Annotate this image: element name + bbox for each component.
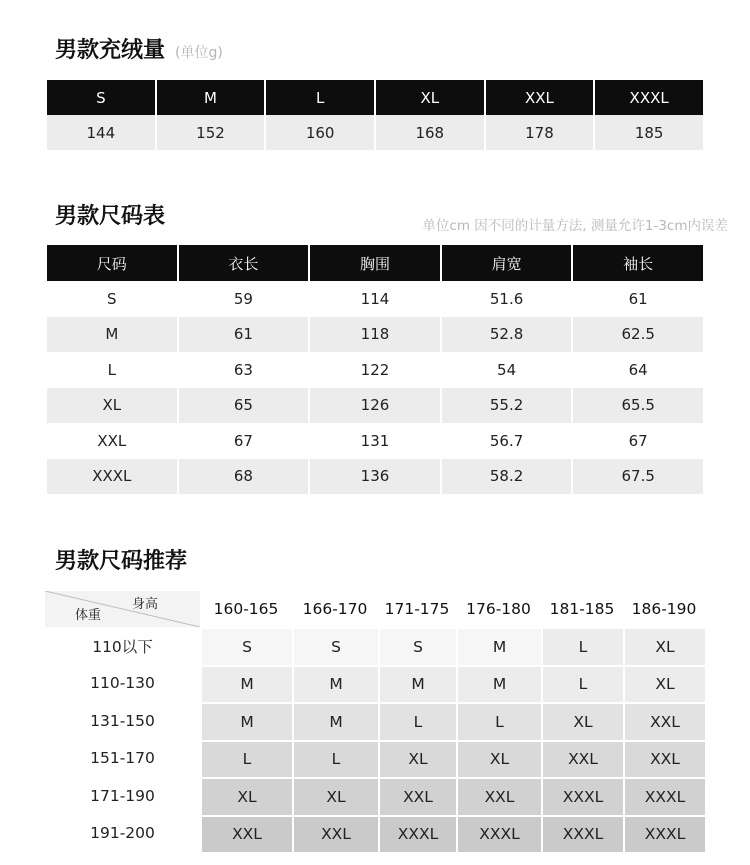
table-cell: XL	[47, 388, 177, 424]
size-cell: L	[541, 627, 623, 665]
column-header-cell: 衣长	[179, 245, 309, 281]
fill-value-cell: 178	[486, 115, 594, 150]
size-cell: XXXL	[623, 815, 705, 853]
table-cell: 61	[628, 289, 648, 308]
fill-value-cell: 152	[157, 115, 265, 150]
height-header-cell: 160-165	[213, 600, 279, 618]
table-row	[45, 702, 705, 740]
table-row	[45, 815, 705, 853]
size-recommendation-title: 男款尺码推荐	[55, 549, 188, 574]
table-row	[47, 281, 703, 317]
size-cell: XL	[623, 627, 705, 665]
down-fill-unit: (单位g)	[175, 45, 223, 61]
table-cell: 67.5	[573, 459, 703, 495]
size-cell: XL	[623, 665, 705, 703]
height-header-cell: 171-175	[384, 600, 450, 618]
size-cell: XL	[292, 777, 378, 815]
size-cell: XL	[200, 777, 292, 815]
size-cell: XXL	[623, 702, 705, 740]
table-cell: 131	[360, 431, 390, 450]
down-fill-title	[55, 40, 223, 62]
table-row	[47, 423, 703, 459]
size-cell: L	[292, 740, 378, 778]
column-header-cell: 胸围	[310, 245, 440, 281]
size-header-cell: M	[157, 80, 265, 115]
size-header-cell: S	[47, 80, 155, 115]
table-cell: 56.7	[489, 431, 524, 450]
size-header-cell: L	[266, 80, 374, 115]
table-row	[45, 665, 705, 703]
column-header-cell: 袖长	[573, 245, 703, 281]
table-row	[47, 388, 703, 424]
size-cell: M	[456, 627, 541, 665]
size-cell: L	[200, 740, 292, 778]
size-cell: XXL	[292, 815, 378, 853]
size-cell: M	[200, 702, 292, 740]
size-cell: M	[378, 665, 456, 703]
height-header-cell: 166-170	[302, 600, 368, 618]
table-cell: 54	[497, 360, 517, 379]
weight-cell: 171-190	[45, 777, 200, 815]
table-cell: 136	[310, 459, 440, 495]
diagonal-divider	[45, 591, 200, 627]
table-cell: XXXL	[47, 459, 177, 495]
size-chart-title: 男款尺码表	[55, 204, 166, 229]
size-cell: M	[200, 665, 292, 703]
table-cell: 68	[179, 459, 309, 495]
size-cell: XXXL	[623, 777, 705, 815]
size-cell: M	[292, 702, 378, 740]
size-cell: M	[292, 665, 378, 703]
table-cell: 55.2	[442, 388, 572, 424]
size-recommendation-table	[45, 591, 705, 852]
table-cell: 51.6	[489, 289, 524, 308]
down-fill-title-text: 男款充绒量	[55, 38, 166, 63]
table-row	[45, 777, 705, 815]
size-cell: XXL	[456, 777, 541, 815]
size-cell: XXXL	[378, 815, 456, 853]
weight-cell: 110以下	[45, 627, 200, 665]
size-cell: XL	[541, 702, 623, 740]
down-fill-table	[45, 80, 705, 150]
table-cell: 65	[179, 388, 309, 424]
height-header-cell: 186-190	[631, 600, 697, 618]
table-cell: 118	[310, 317, 440, 353]
size-header-cell: XXL	[486, 80, 594, 115]
table-cell: 59	[233, 289, 253, 308]
size-cell: L	[378, 702, 456, 740]
size-cell: XXL	[541, 740, 623, 778]
size-header-cell: XL	[376, 80, 484, 115]
column-header-cell: 肩宽	[442, 245, 572, 281]
corner-header-cell	[45, 591, 200, 627]
table-cell: XXL	[97, 431, 127, 450]
table-row	[47, 352, 703, 388]
size-cell: S	[292, 627, 378, 665]
table-cell: 67	[233, 431, 253, 450]
measurement-note: 单位cm 因不同的计量方法, 测量允许1-3cm内误差	[422, 218, 728, 234]
table-cell: L	[107, 360, 116, 379]
table-cell: S	[107, 289, 117, 308]
weight-cell: 191-200	[45, 815, 200, 853]
size-header-cell: XXXL	[595, 80, 703, 115]
fill-value-cell: 168	[376, 115, 484, 150]
table-row	[47, 317, 703, 353]
down-fill-value-row	[47, 115, 703, 150]
size-cell: M	[456, 665, 541, 703]
size-cell: XXL	[200, 815, 292, 853]
table-cell: M	[47, 317, 177, 353]
table-cell: 65.5	[573, 388, 703, 424]
height-header-cell: 181-185	[549, 600, 615, 618]
table-cell: 58.2	[442, 459, 572, 495]
table-cell: 114	[360, 289, 390, 308]
table-row	[45, 627, 705, 665]
height-axis-label: 身高	[131, 597, 158, 612]
size-cell: S	[378, 627, 456, 665]
table-cell: 52.8	[442, 317, 572, 353]
table-cell: 126	[310, 388, 440, 424]
size-cell: XL	[456, 740, 541, 778]
table-cell: 67	[628, 431, 648, 450]
size-cell: XXXL	[541, 815, 623, 853]
weight-cell: 151-170	[45, 740, 200, 778]
column-header-cell: 尺码	[47, 245, 177, 281]
fill-value-cell: 160	[266, 115, 374, 150]
size-cell: XL	[378, 740, 456, 778]
size-cell: S	[200, 627, 292, 665]
table-row	[47, 459, 703, 495]
size-cell: XXXL	[456, 815, 541, 853]
size-cell: L	[541, 665, 623, 703]
fill-value-cell: 185	[595, 115, 703, 150]
table-cell: 62.5	[573, 317, 703, 353]
weight-cell: 131-150	[45, 702, 200, 740]
height-header-cell: 176-180	[466, 600, 531, 618]
weight-axis-label: 体重	[75, 608, 102, 623]
size-chart-table	[45, 245, 705, 494]
fill-value-cell: 144	[47, 115, 155, 150]
size-cell: XXL	[623, 740, 705, 778]
size-cell: L	[456, 702, 541, 740]
table-row	[45, 740, 705, 778]
table-cell: 61	[179, 317, 309, 353]
table-cell: 63	[233, 360, 253, 379]
size-chart-header-row	[47, 245, 703, 281]
size-cell: XXL	[378, 777, 456, 815]
height-header-row	[45, 591, 705, 627]
table-cell: 122	[360, 360, 390, 379]
weight-cell: 110-130	[45, 665, 200, 703]
size-cell: XXXL	[541, 777, 623, 815]
table-cell: 64	[628, 360, 648, 379]
down-fill-header-row	[47, 80, 703, 115]
